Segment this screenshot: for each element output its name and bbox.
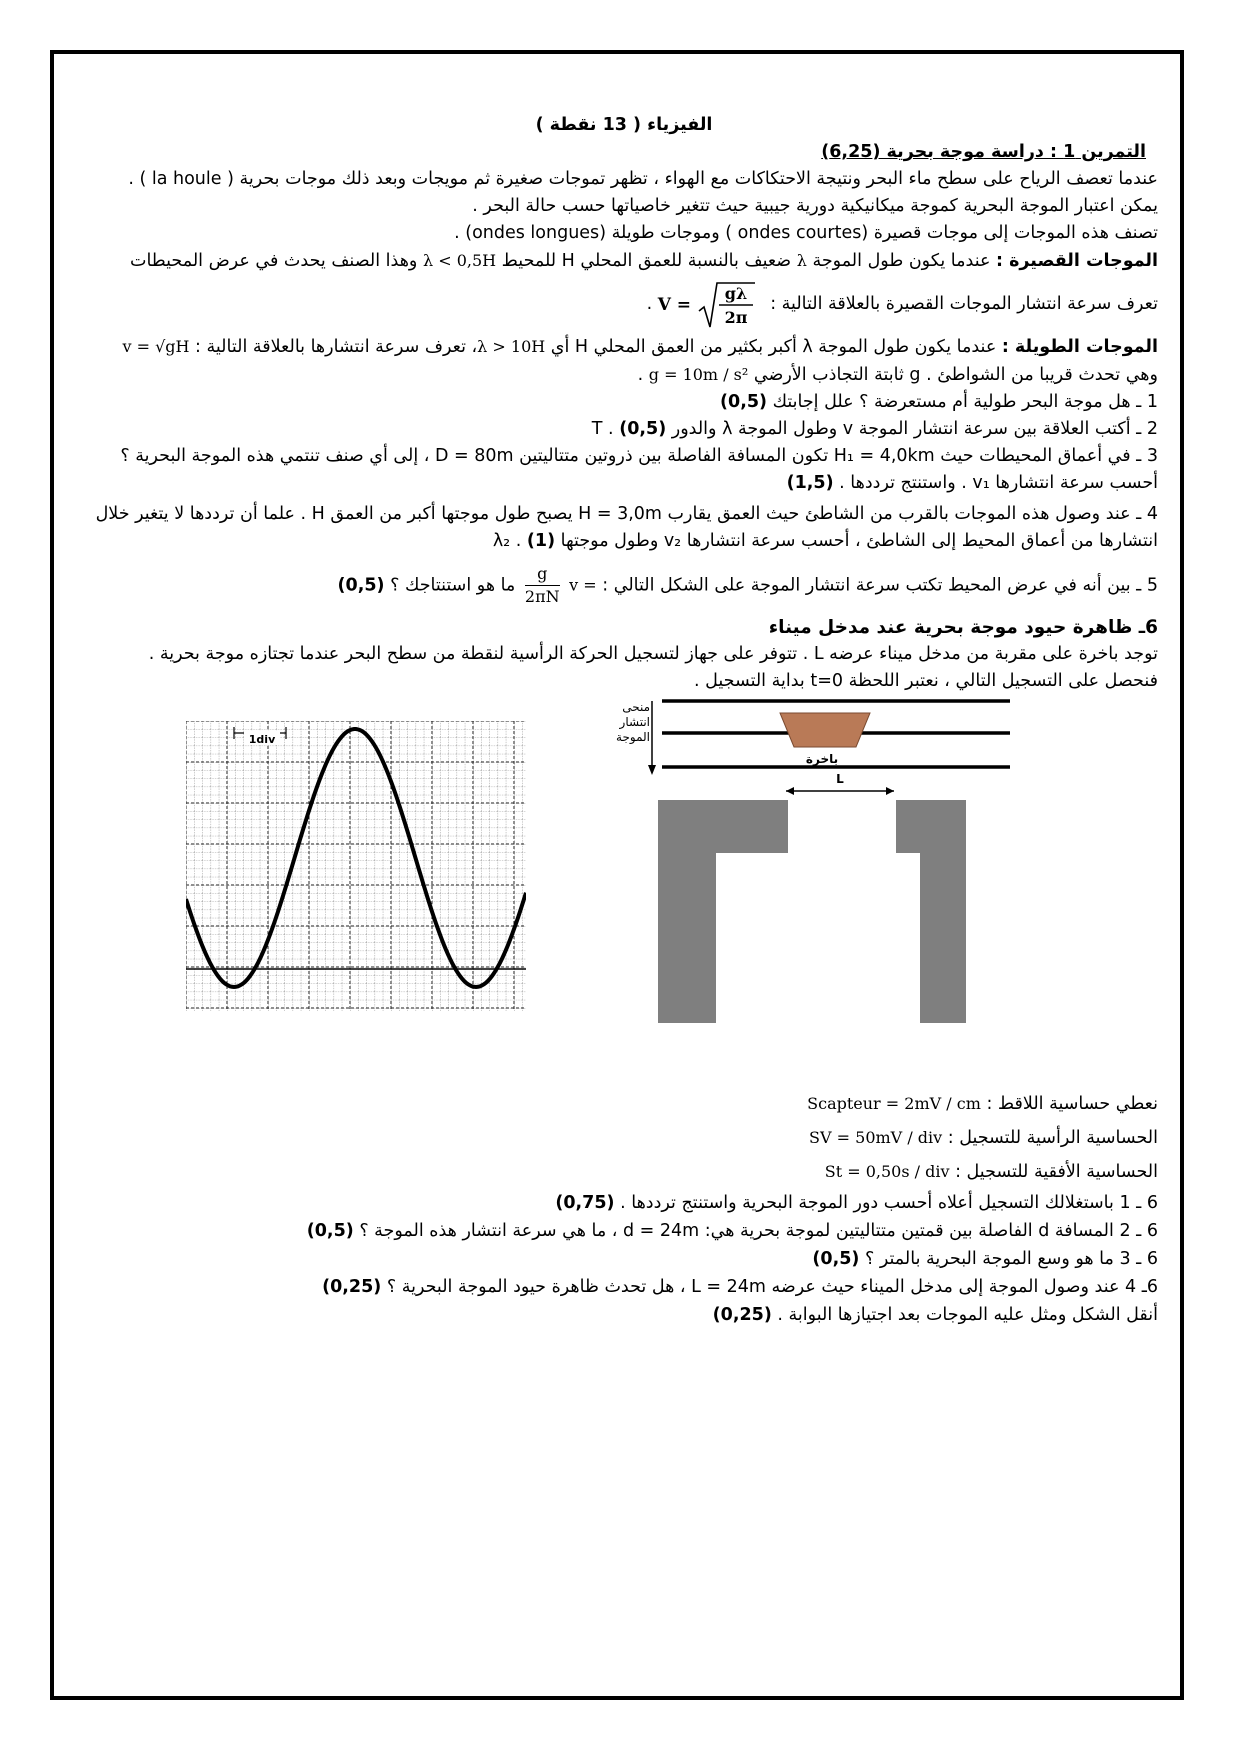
short-waves-text-a: عندما يكون طول الموجة: [812, 251, 991, 271]
question-6-2: [90, 1217, 1158, 1245]
points: (0,75): [555, 1193, 615, 1213]
question-text: 6 ـ 1 باستغلالك التسجيل أعلاه أحسب دور الموجة البحرية واستنتج ترددها .: [620, 1193, 1158, 1213]
fraction: [525, 563, 560, 608]
ship-label: باخرة: [805, 752, 839, 766]
question-text: 4 ـ عند وصول هذه الموجات بالقرب من الشاطئ حيث العمق يقارب H = 3,0m يصبح طول موجتها أكبر من العمق H . علما أن ترددها لا يتغير خلال انتشارها من أعماق المحيط إلى الشاطئ ، أحسب سرعة انتشارها v₂ وطول موجتها λ₂ .: [95, 504, 1158, 551]
direction-label-2: انتشار: [619, 715, 650, 729]
harbour-wall-right: [896, 800, 966, 1023]
points: (0,5): [337, 575, 385, 596]
points: (0,25): [712, 1305, 772, 1325]
question-text: 6 ـ 3 ما هو وسع الموجة البحرية بالمتر ؟: [865, 1249, 1158, 1269]
figures: [90, 695, 1158, 1085]
question-2: [90, 416, 1158, 443]
question-3: [90, 443, 1158, 497]
short-waves-text-b: ضعيف بالنسبة للعمق المحلي H للمحيط: [501, 251, 792, 271]
question-text: 6 ـ 2 المسافة d الفاصلة بين قمتين متتاليتين لموجة بحرية هي: d = 24m ، ما هي سرعة انتشار هذه الموجة ؟: [359, 1221, 1158, 1241]
question-4: [90, 501, 1158, 555]
short-waves-term: الموجات القصيرة :: [996, 251, 1158, 271]
section-6-text: توجد باخرة على مقربة من مدخل ميناء عرضه L . تتوفر على جهاز لتسجيل الحركة الرأسية لنقطة من سطح البحر عندما تجتازه موجة بحرية . فنحصل على التسجيل التالي ، نعتبر اللحظة t=0 بداية التسجيل .: [148, 644, 1158, 691]
direction-label-3: الموجة: [616, 730, 650, 744]
long-waves-text-a: عندما يكون طول الموجة λ أكبر بكثير من العمق المحلي H أي: [550, 337, 997, 357]
page-title: الفيزياء ( 13 نقطة ): [535, 115, 713, 135]
question-text: 6ـ 4 عند وصول الموجة إلى مدخل الميناء حيث عرضه L = 24m ، هل تحدث ظاهرة حيود الموجة البحرية ؟: [386, 1277, 1158, 1297]
question-text: 2 ـ أكتب العلاقة بين سرعة انتشار الموجة v وطول الموجة λ والدور T .: [591, 419, 1158, 439]
long-waves-formula: v = √gH: [122, 337, 190, 356]
points: (1): [526, 531, 556, 551]
question-1: [90, 389, 1158, 416]
lambda-symbol: λ: [796, 251, 807, 270]
long-waves-paragraph: الموجات الطويلة : عندما يكون طول الموجة λ أكبر بكثير من العمق المحلي H أي λ > 10H، تعرف سرعة انتشارها بالعلاقة التالية : v = √gH وهي تحدث قريبا من الشواطئ . g ثابتة التجاذب الأرضي g = 10m / s² .: [122, 337, 1158, 385]
sensitivity-label: الحساسية الرأسية للتسجيل :: [947, 1128, 1158, 1148]
long-waves-text-b: ، تعرف سرعة انتشارها بالعلاقة التالية :: [195, 337, 478, 357]
sensitivity-sensor: [90, 1087, 1158, 1121]
question-text-b: ما هو استنتاجك ؟: [390, 575, 516, 596]
question-6-4-b: [90, 1301, 1158, 1329]
direction-label-1: منحى: [622, 700, 650, 714]
sensitivity-value: St = 0,50s / div: [824, 1162, 950, 1181]
question-text: 3 ـ في أعماق المحيطات حيث H₁ = 4,0km تكون المسافة الفاصلة بين ذروتين متتاليتين D = 80m ، إلى أي صنف تنتمي هذه الموجة البحرية ؟ أحسب سرعة انتشارها v₁ . واستنتج ترددها .: [120, 446, 1158, 493]
question-6-4: [90, 1273, 1158, 1301]
oscilloscope-recording: [186, 721, 526, 1011]
formula-v: V =: [657, 295, 692, 315]
intro-paragraph-2: يمكن اعتبار الموجة البحرية كموجة ميكانيكية دورية جيبية حيث تتغير خاصياتها حسب حالة البحر .: [472, 196, 1158, 216]
section-6-title: 6ـ ظاهرة حيود موجة بحرية عند مدخل ميناء: [768, 617, 1158, 638]
sensitivity-horizontal: [90, 1155, 1158, 1189]
question-text: 1 ـ هل موجة البحر طولية أم مستعرضة ؟ علل إجابتك: [772, 392, 1158, 412]
question-6-3: [90, 1245, 1158, 1273]
short-waves-paragraph: الموجات القصيرة : عندما يكون طول الموجة λ ضعيف بالنسبة للعمق المحلي H للمحيط λ < 0,5H وهذا الصنف يحدث في عرض المحيطات تعرف سرعة انتشار الموجات القصيرة بالعلاقة التالية : V = gλ 2π .: [90, 247, 1158, 333]
div-label: 1div: [248, 733, 276, 746]
harbour-diagram: [610, 695, 1150, 1055]
formula-denominator: 2π: [724, 308, 748, 327]
formula-v: v =: [569, 575, 597, 595]
formula-numerator: gλ: [724, 284, 747, 303]
ship: [780, 713, 870, 747]
sensitivities: [90, 1087, 1158, 1189]
question-text: أنقل الشكل ومثل عليه الموجات بعد اجتيازها البوابة .: [777, 1305, 1158, 1325]
section-6-questions: [90, 1189, 1158, 1329]
harbour-wall-left: [658, 800, 788, 1023]
sqrt-fraction: [697, 279, 757, 331]
question-text: 5 ـ بين أنه في عرض المحيط تكتب سرعة انتشار الموجة على الشكل التالي :: [602, 575, 1158, 596]
exercise-title: التمرين 1 : دراسة موجة بحرية (6,25): [821, 142, 1146, 162]
points: (1,5): [786, 473, 834, 493]
long-waves-condition: λ > 10H: [477, 337, 546, 356]
g-value: g = 10m / s²: [648, 365, 749, 384]
points: (0,5): [720, 392, 768, 412]
points: (0,25): [322, 1277, 382, 1297]
long-waves-term: الموجات الطويلة :: [1001, 337, 1158, 357]
intro-paragraph-1: عندما تعصف الرياح على سطح ماء البحر ونتيجة الاحتكاكات مع الهواء ، تظهر تموجات صغيرة ثم مويجات وبعد ذلك موجات بحرية ( la houle ) .: [128, 169, 1158, 189]
sensitivity-value: SV = 50mV / div: [809, 1128, 943, 1147]
sensitivity-vertical: [90, 1121, 1158, 1155]
question-6-1: [90, 1189, 1158, 1217]
numerator: g: [525, 563, 560, 586]
exam-page: [90, 112, 1158, 1329]
short-waves-formula: [658, 279, 757, 331]
sensitivity-label: الحساسية الأفقية للتسجيل :: [955, 1162, 1158, 1182]
sensitivity-value: Scapteur = 2mV / cm: [807, 1094, 981, 1113]
short-waves-text-c: وهذا الصنف يحدث في عرض المحيطات تعرف سرعة انتشار الموجات القصيرة بالعلاقة التالية :: [129, 251, 1158, 314]
intro-paragraph-3: تصنف هذه الموجات إلى موجات قصيرة (ondes courtes ) وموجات طويلة (ondes longues) .: [454, 223, 1158, 243]
short-waves-condition: λ < 0,5H: [422, 251, 497, 270]
points: (0,5): [306, 1221, 354, 1241]
sensitivity-label: نعطي حساسية اللاقط :: [986, 1094, 1158, 1114]
question-5: [90, 563, 1158, 608]
points: (0,5): [619, 419, 667, 439]
width-label: L: [836, 772, 844, 786]
long-waves-text-c: وهي تحدث قريبا من الشواطئ . g ثابتة التجاذب الأرضي: [753, 365, 1158, 385]
points: (0,5): [812, 1249, 860, 1269]
denominator: 2πN: [524, 587, 560, 606]
